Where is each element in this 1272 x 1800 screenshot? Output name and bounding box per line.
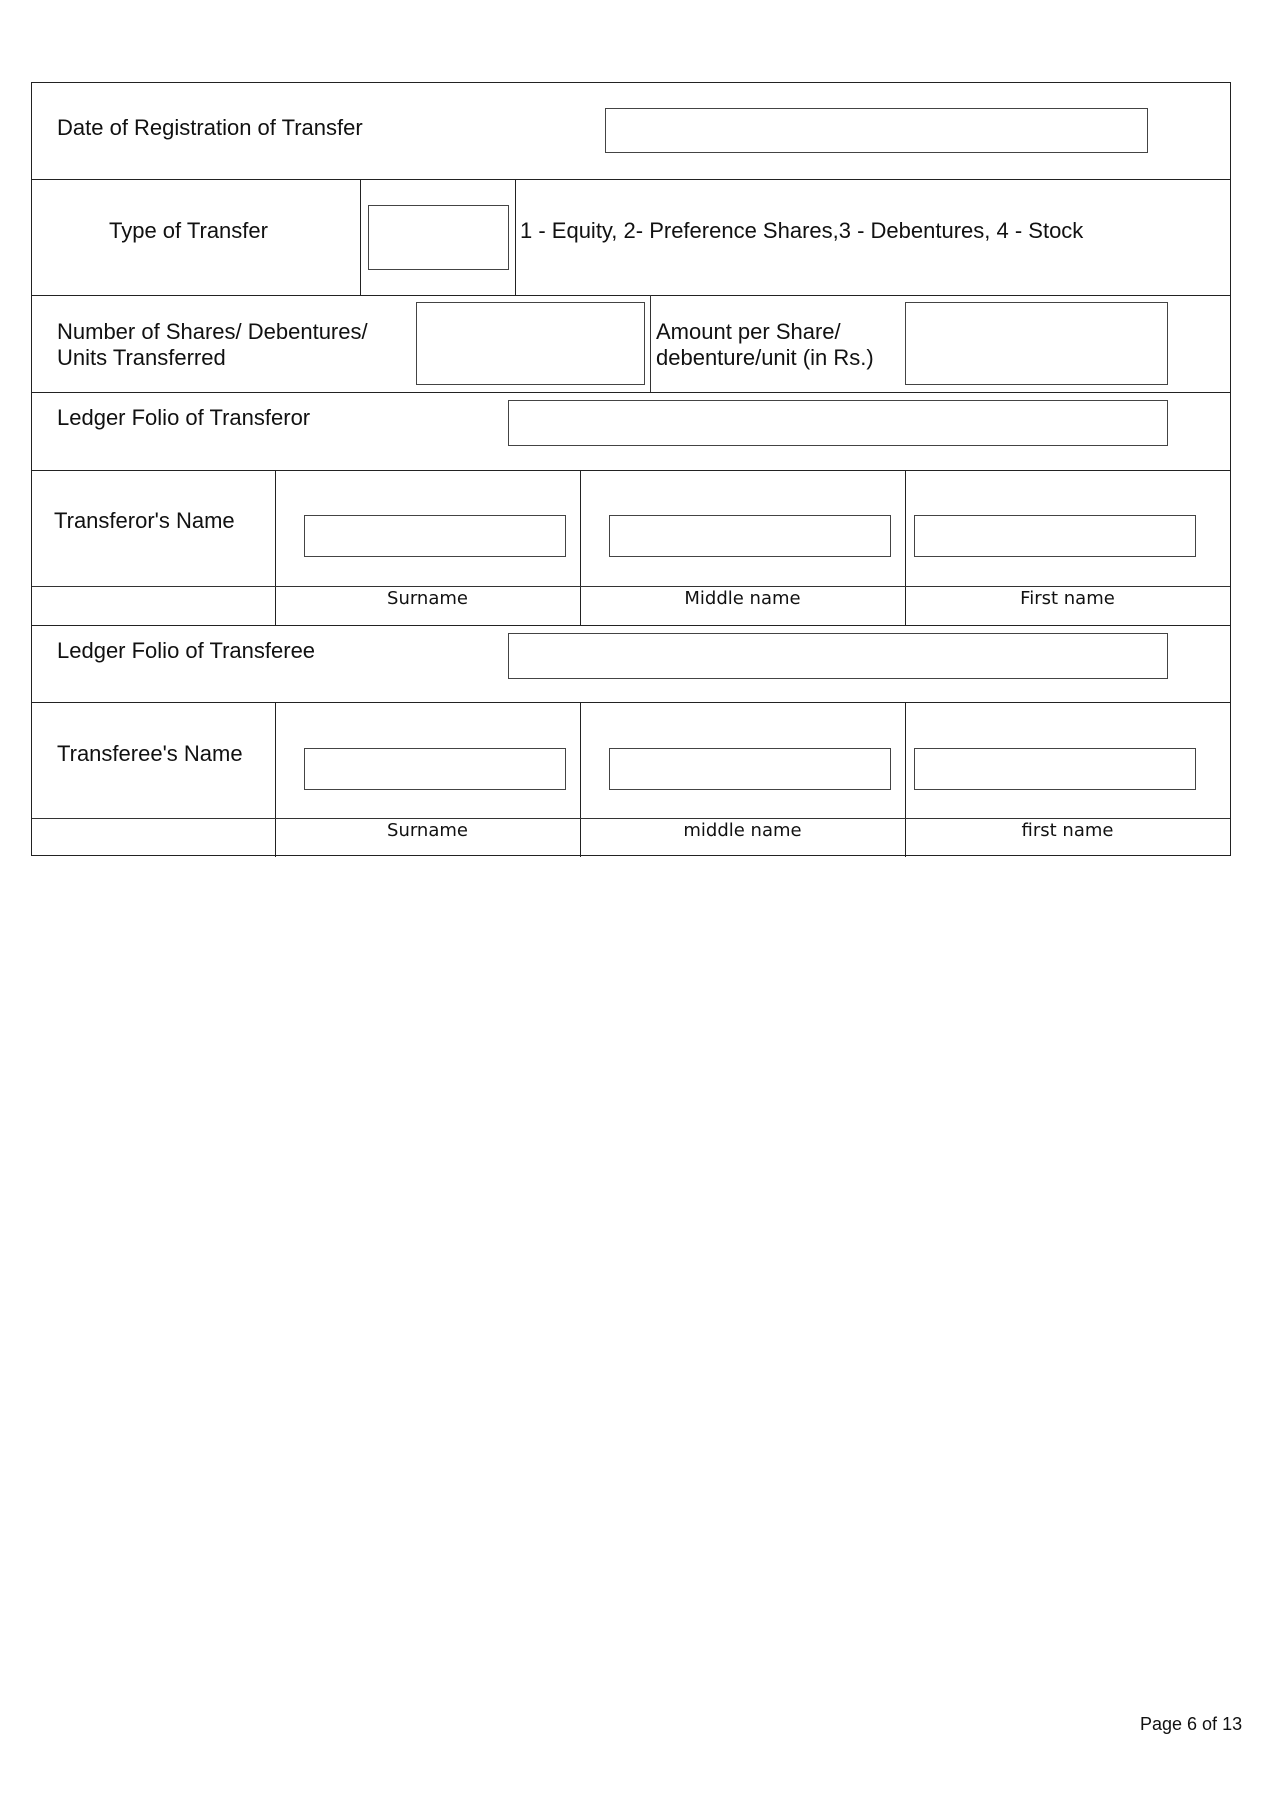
column-divider bbox=[360, 179, 361, 295]
transferor-folio-label: Ledger Folio of Transferor bbox=[57, 405, 311, 430]
transferee-middle-name-caption: middle name bbox=[683, 820, 802, 841]
transferee-surname-input[interactable] bbox=[304, 748, 566, 790]
column-divider bbox=[515, 179, 516, 295]
number-transferred-input[interactable] bbox=[416, 302, 645, 385]
date-of-registration-label: Date of Registration of Transfer bbox=[57, 115, 363, 140]
amount-per-share-label-line2: debenture/unit (in Rs.) bbox=[656, 345, 874, 370]
caption-divider bbox=[32, 818, 1230, 819]
date-of-registration-input[interactable] bbox=[605, 108, 1148, 153]
row-divider bbox=[32, 470, 1230, 471]
transferee-name-label: Transferee's Name bbox=[57, 741, 243, 766]
transferor-surname-caption: Surname bbox=[387, 588, 468, 609]
amount-per-share-input[interactable] bbox=[905, 302, 1168, 385]
page-number: Page 6 of 13 bbox=[1140, 1714, 1243, 1734]
transferee-first-name-input[interactable] bbox=[914, 748, 1196, 790]
type-of-transfer-input[interactable] bbox=[368, 205, 509, 270]
transferor-name-label: Transferor's Name bbox=[54, 508, 235, 533]
number-transferred-label-line2: Units Transferred bbox=[57, 345, 226, 370]
row-divider bbox=[32, 392, 1230, 393]
transferor-surname-input[interactable] bbox=[304, 515, 566, 557]
type-of-transfer-label: Type of Transfer bbox=[109, 218, 268, 243]
transferee-middle-name-input[interactable] bbox=[609, 748, 891, 790]
row-divider bbox=[32, 625, 1230, 626]
row-divider bbox=[32, 179, 1230, 180]
number-transferred-label-line1: Number of Shares/ Debentures/ bbox=[57, 319, 368, 344]
transferee-folio-input[interactable] bbox=[508, 633, 1168, 679]
transferee-surname-caption: Surname bbox=[387, 820, 468, 841]
transferor-middle-name-caption: Middle name bbox=[684, 588, 801, 609]
column-divider bbox=[650, 295, 651, 392]
amount-per-share-label-line1: Amount per Share/ bbox=[656, 319, 841, 344]
caption-divider bbox=[32, 586, 1230, 587]
row-divider bbox=[32, 702, 1230, 703]
transferor-middle-name-input[interactable] bbox=[609, 515, 891, 557]
transferee-first-name-caption: first name bbox=[1021, 820, 1114, 841]
transferor-first-name-caption: First name bbox=[1020, 588, 1115, 609]
type-of-transfer-legend: 1 - Equity, 2- Preference Shares,3 - Debentures, 4 - Stock bbox=[520, 218, 1084, 243]
transferor-first-name-input[interactable] bbox=[914, 515, 1196, 557]
transfer-details-form bbox=[31, 82, 1231, 856]
row-divider bbox=[32, 295, 1230, 296]
transferee-folio-label: Ledger Folio of Transferee bbox=[57, 638, 316, 663]
transferor-folio-input[interactable] bbox=[508, 400, 1168, 446]
